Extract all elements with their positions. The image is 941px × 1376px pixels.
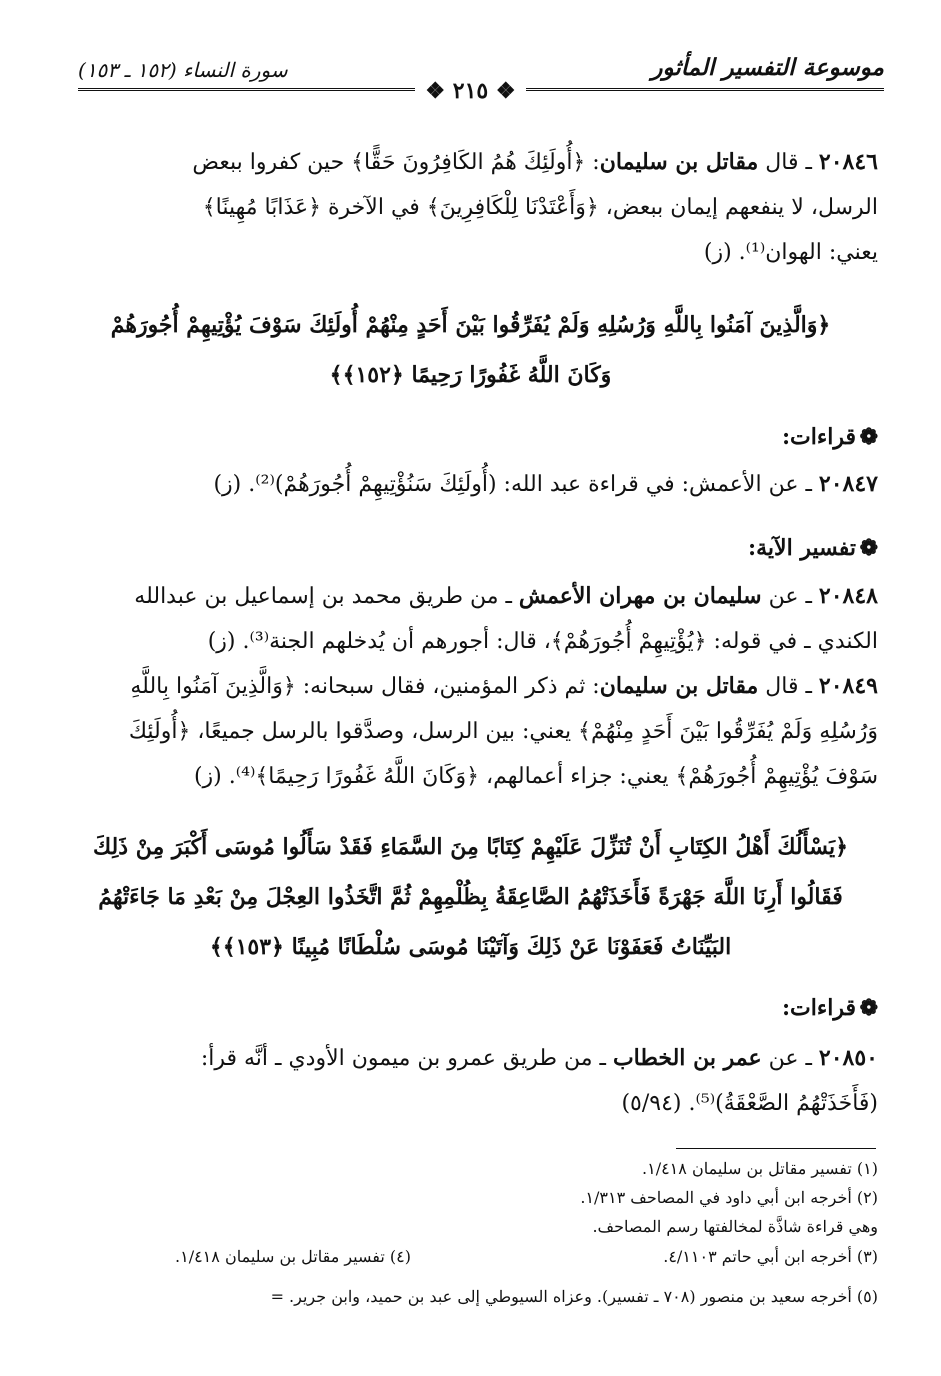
section-heading-tafsir: ❁تفسير الآية: <box>747 535 878 561</box>
flower-ornament-icon: ❁ <box>859 424 878 450</box>
narration-20848: ٢٠٨٤٨ ـ عن سليمان بن مهران الأعمش ـ من طريق محمد بن إسماعيل بن عبدالله الكندي ـ في قوله: ﴿يُؤْتِيهِمْ أُجُورَهُمْ﴾، قال: أجورهم أن يُدخلهم الجنة⁽³⁾. (ز) <box>134 583 878 654</box>
quran-verse-152: ﴿وَالَّذِينَ آمَنُوا بِاللَّهِ وَرُسُلِهِ وَلَمْ يُفَرِّقُوا بَيْنَ أَحَدٍ مِنْهُمْ أُولَئِكَ سَوْفَ يُؤْتِيهِمْ أُجُورَهُمْ وَكَانَ اللَّهُ غَفُورًا رَحِيمًا ﴿١٥٢﴾﴾ <box>110 312 831 388</box>
narration-number: ٢٠٨٥٠ <box>818 1045 878 1071</box>
narrator-name: مقاتل بن سليمان <box>599 149 759 175</box>
narration-20846: ٢٠٨٤٦ ـ قال مقاتل بن سليمان: ﴿أُولَئِكَ هُمُ الكَافِرُونَ حَقًّا﴾ حين كفروا ببعض الرسل، لا ينفعهم إيمان ببعض، ﴿وَأَعْتَدْنَا لِلْكَافِرِينَ﴾ في الآخرة ﴿عَذَابًا مُهِينًا﴾ يعني: الهوان⁽¹⁾. (ز) <box>192 149 878 265</box>
narration-number: ٢٠٨٤٧ <box>818 471 878 497</box>
footnote-2: (٢) أخرجه ابن أبي داود في المصاحف ١/٣١٣. <box>580 1188 878 1207</box>
quran-verse-153: ﴿يَسْأَلُكَ أَهْلُ الكِتَابِ أَنْ تُنَزِّلَ عَلَيْهِمْ كِتَابًا مِنَ السَّمَاءِ فَقَدْ سَأَلُوا مُوسَى أَكْبَرَ مِنْ ذَلِكَ فَقَالُوا أَرِنَا اللَّهَ جَهْرَةً فَأَخَذَتْهُمُ الصَّاعِقَةُ بِظُلْمِهِمْ ثُمَّ اتَّخَذُوا العِجْلَ مِنْ بَعْدِ مَا جَاءَتْهُمُ البَيِّنَاتُ فَعَفَوْنَا عَنْ ذَلِكَ وَآتَيْنَا مُوسَى سُلْطَانًا مُبِينًا ﴿١٥٣﴾﴾ <box>93 834 848 960</box>
flower-ornament-icon: ❁ <box>859 535 878 561</box>
flower-ornament-icon: ❁ <box>859 995 878 1021</box>
narration-number: ٢٠٨٤٨ <box>818 583 878 609</box>
footnote-5: (٥) أخرجه سعيد بن منصور (٧٠٨ ـ تفسير). وعزاه السيوطي إلى عبد بن حميد، وابن جرير. = <box>270 1287 878 1306</box>
narration-20849: ٢٠٨٤٩ ـ قال مقاتل بن سليمان: ثم ذكر المؤمنين، فقال سبحانه: ﴿وَالَّذِينَ آمَنُوا بِاللَّهِ وَرُسُلِهِ وَلَمْ يُفَرِّقُوا بَيْنَ أَحَدٍ مِنْهُمْ﴾ يعني: بين الرسل، وصدَّقوا بالرسل جميعًا، ﴿أُولَئِكَ سَوْفَ يُؤْتِيهِمْ أُجُورَهُمْ﴾ يعني: جزاء أعمالهم، ﴿وَكَانَ اللَّهُ غَفُورًا رَحِيمًا﴾⁽⁴⁾. (ز) <box>128 673 878 789</box>
footnote-rule <box>676 1148 876 1149</box>
book-title: موسوعة التفسير المأثور <box>651 54 884 81</box>
footnote-2-note: وهي قراءة شاذَّة لمخالفتها رسم المصاحف. <box>592 1217 878 1236</box>
section-heading-readings-2: ❁قراءات: <box>781 995 878 1021</box>
narrator-name: عمر بن الخطاب <box>612 1045 762 1071</box>
narration-number: ٢٠٨٤٦ <box>818 149 878 175</box>
footnote-1: (١) تفسير مقاتل بن سليمان ١/٤١٨. <box>642 1159 878 1178</box>
narration-20847: ٢٠٨٤٧ ـ عن الأعمش: في قراءة عبد الله: (أُولَئِكَ سَنُؤْتِيهِمْ أُجُورَهُمْ)⁽²⁾. (ز) <box>213 471 878 497</box>
narrator-name: مقاتل بن سليمان <box>599 673 759 699</box>
section-heading-readings: ❁قراءات: <box>781 424 878 450</box>
page-number: ❖ ٢١٥ ❖ <box>415 78 525 104</box>
footnote-3: (٣) أخرجه ابن أبي حاتم ٤/١١٠٣. <box>663 1247 878 1266</box>
narration-number: ٢٠٨٤٩ <box>818 673 878 699</box>
surah-title: سورة النساء (١٥٢ ـ ١٥٣) <box>78 58 288 82</box>
footnote-4: (٤) تفسير مقاتل بن سليمان ١/٤١٨. <box>175 1247 411 1266</box>
narration-20850: ٢٠٨٥٠ ـ عن عمر بن الخطاب ـ من طريق عمرو بن ميمون الأودي ـ أنَّه قرأ: (فَأَخَذَتْهُمُ الصَّعْقَةُ)⁽⁵⁾. (٥/٩٤) <box>200 1045 878 1116</box>
narrator-name: سليمان بن مهران الأعمش <box>518 583 762 609</box>
